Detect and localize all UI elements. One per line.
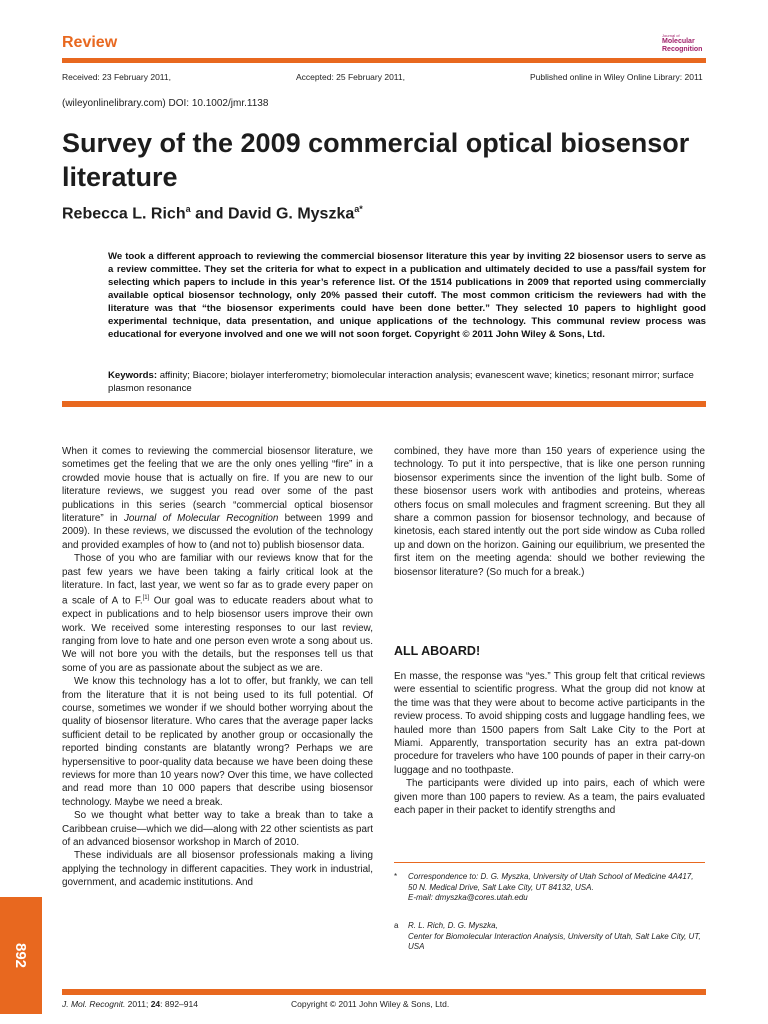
journal-logo [662,33,712,54]
text-run: Those of you who are familiar with our reviews know that for the past few years we have been taking a fairly critical look at the literature. In fact, last year, we went so far as to grade every paper on a scale of A to F. [62,553,373,607]
footnote-line: Correspondence to: D. G. Myszka, University of Utah School of Medicine 4A417, [408,872,694,881]
accepted-date: Accepted: 25 February 2011, [296,72,405,82]
text-run: Our goal was to educate readers about what to expect in publications and to help biosensor users improve their own work. We received some interesting responses to our last review, ranging from love to hate and one person even wrote a song about us. We will not bore you with the details, but the responses tell us that some of you are as passionate about the subject as we are. [62,595,373,674]
footnote-line: 50 N. Medical Drive, Salt Lake City, UT 84132, USA. [408,882,594,892]
citation-volume: 24 [150,999,161,1009]
journal-name: Journal of Molecular Recognition [123,513,279,525]
footnote-line: Center for Biomolecular Interaction Analysis, University of Utah, Salt Lake City, UT, USA [408,931,701,951]
article-title: Survey of the 2009 commercial optical biosensor literature [62,128,690,192]
citation-journal: J. Mol. Recognit. [62,999,126,1009]
text-run: When it comes to reviewing the commercial biosensor literature, we sometimes get the feeling that we are the only ones yelling “fire” in a crowded movie house that is actually on fire. If you are new to our literature reviews, we suggest you read over some of the past publications in this series (search “commercial optical biosensor literature” in [62,446,373,525]
paragraph [62,445,373,552]
keywords [108,369,706,395]
citation-pages: : 892–914 [160,999,198,1009]
author-conjunction: and [190,205,228,223]
page-number [6,935,36,975]
paragraph: So we thought what better way to take a break than to take a Caribbean cruise—which we did—along with 22 other scientists as part of an advanced biosensor workshop in March of 2010. [62,810,373,849]
footnote-line: R. L. Rich, D. G. Myszka, [408,921,498,930]
author-affiliation-mark: a [185,204,191,214]
body-column-right [394,445,705,579]
footnote-mark: * [394,872,398,881]
section-label: Review [62,34,118,51]
received-date: Received: 23 February 2011, [62,72,171,82]
author-name: Rebecca L. Rich [62,205,186,223]
doi-line: (wileyonlinelibrary.com) DOI: 10.1002/jmr.1138 [62,98,269,109]
logo-line-2: Recognition [662,46,703,53]
author-list [62,204,363,223]
paragraph [62,552,373,675]
paragraph: En masse, the response was “yes.” This group felt that critical reviews were essential to scientific progress. What the group did not know at the time was that they were about to become active participants in the review process. To avoid shipping costs and luggage handling fees, we hauled more than 1500 papers from Salt Lake City to the Port at Miami. Apparently, transportation security has an extra pat-down procedure for travelers who have 100 pounds of paper in their carry-on luggage and no toothpaste. [394,671,705,776]
section-heading: ALL ABOARD! [394,644,481,658]
logo-line-1: Molecular [662,38,695,45]
paragraph: The participants were divided up into pairs, each of which were given more than 100 papers to review. As a team, the pairs evaluated each paper in their packet to identify strengths and [394,778,705,817]
body-column-left [62,445,373,890]
paragraph: We know this technology has a lot to offer, but frankly, we can tell from the literature that it is not being used to its full potential. Of course, sometimes we wonder if we should bother worrying about the quality of biosensor literature. Who cares that the average paper lacks sufficient detail to be replicated by another group or occasionally the reported binding constants are blatantly wrong? Perhaps we are hypersensitive to poor-quality data because we have been doing these reviews for more than 10 years now? Over this time, we have collected and read more than 10 000 papers that describe using biosensor technology. Maybe we need a break. [62,676,373,808]
published-date: Published online in Wiley Online Library: 2011 [530,72,703,82]
reference-link[interactable]: [1] [142,595,150,602]
paragraph: These individuals are all biosensor professionals making a living applying the technology in different capacities. They work in industrial, government, and academic institutions. And [62,850,373,889]
logo-small-text: Journal of [662,33,680,38]
citation-year: 2011; [125,999,151,1009]
author-name: David G. Myszka [227,205,355,223]
text-run: between 1999 and 2009). In these reviews, we discussed the evolution of the technology and provided examples of how to (and not to) publish biosensor data. [62,513,373,551]
body-column-right-continued [394,670,705,817]
copyright: Copyright © 2011 John Wiley & Sons, Ltd. [291,999,450,1009]
abstract: We took a different approach to reviewing the commercial biosensor literature this year by inviting 22 biosensor users to serve as a review committee. They set the criteria for what to expect in a publication and ultimately decided to use a pass/fail system for selecting which papers to include in this year’s reference list. Of the 1514 publications in 2009 that reported using commercially available optical biosensor technology, only 20% passed their cutoff. The most common criticism the reviewers had with the literature was that “the biosensor experiments could have been done better.” They selected 10 papers to highlight good experimental technique, data presentation, and unique applications of the technology. This communal review process was educational for everyone involved and one we will not soon forget. Copyright © 2011 John Wiley & Sons, Ltd. [108,251,706,340]
footnote-email[interactable]: E-mail: dmyszka@cores.utah.edu [408,893,528,902]
top-rule [62,58,706,63]
keywords-label: Keywords: [108,370,158,381]
citation [62,999,198,1009]
page-number-text: 892 [12,942,30,968]
bottom-rule [62,989,706,995]
footnote-mark: a [394,921,399,930]
paragraph: combined, they have more than 150 years of experience using the technology. To put it into perspective, that is like one person running biosensor experiments since the invention of the light bulb. Some of these biosensor users work with antibodies and proteins, whereas others focus on small molecules and fragment screening. But they all share a common passion for biosensor technology, and because of kinetosis, each stared intently out the port side window as Cuba rolled up and down on the horizon. Gaining our equilibrium, we presented the first item on the meeting agenda: should we bother reviewing the biosensor literature? (So much for a break.) [394,446,705,578]
correspondence-footnote [394,872,706,904]
abstract-divider [62,401,706,407]
author-affiliation-mark: a* [354,204,363,214]
keywords-list: affinity; Biacore; biolayer interferometry; biomolecular interaction analysis; evanescent wave; kinetics; resonant mirror; surface plasmon resonance [108,370,694,394]
footnote-divider [394,862,705,863]
affiliation-footnote [394,921,706,953]
